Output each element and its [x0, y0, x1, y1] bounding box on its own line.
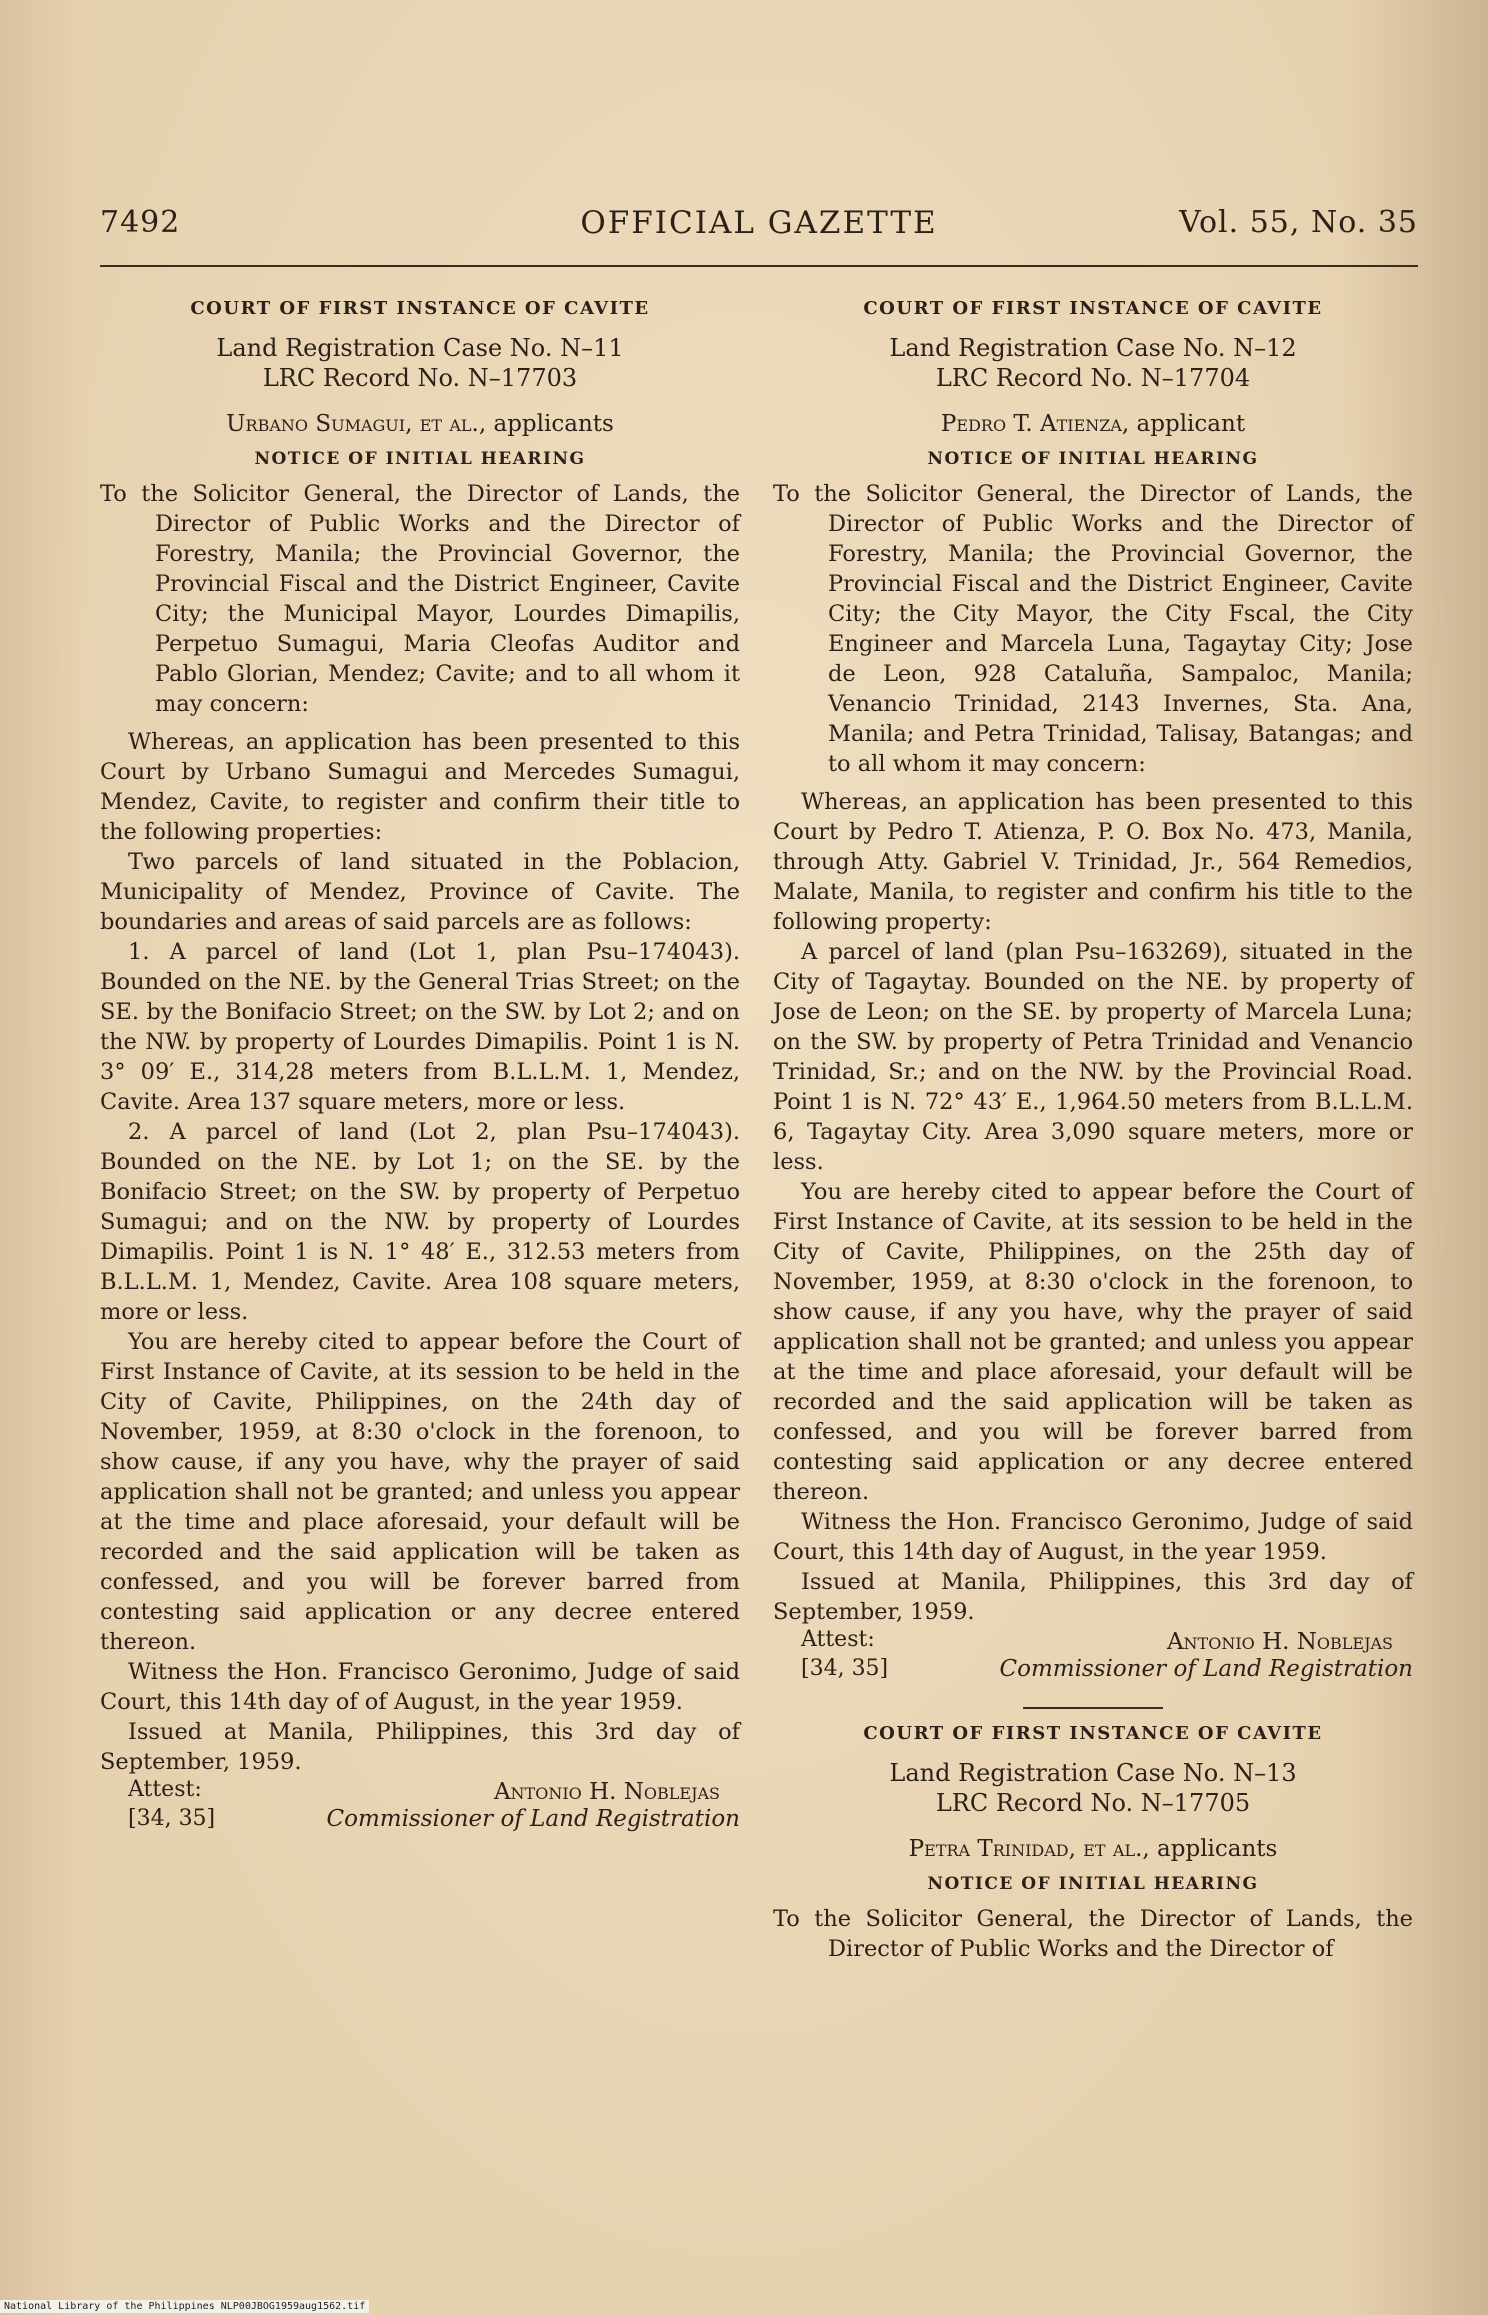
court-heading: COURT OF FIRST INSTANCE OF CAVITE [863, 298, 1323, 319]
parties [773, 1836, 1413, 1862]
record-number: LRC Record No. N–17704 [935, 364, 1251, 392]
signer-name: Antonio H. Noblejas [1166, 1629, 1393, 1655]
applicant-names: Urbano Sumagui, et al., [226, 411, 487, 437]
notice-title: NOTICE OF INITIAL HEARING [927, 1874, 1259, 1894]
publication-title: OFFICIAL GAZETTE [580, 205, 938, 241]
right-column [773, 292, 1413, 1972]
addressees: To the Solicitor General, the Director of Lands, the Director of Public Works and the Director of [773, 1906, 1413, 1962]
parties [100, 411, 740, 437]
paragraph: 2. A parcel of land (Lot 2, plan Psu–174043). Bounded on the NE. by Lot 1; on the SE. by the Bonifacio Street; on the SW. by property of Perpetuo Sumagui; and on the NW. by property of Lourdes Dimapilis. Point 1 is N. 1° 48′ E., 312.53 meters from B.L.L.M. 1, Mendez, Cavite. Area 108 square meters, more or less. [100, 1119, 740, 1325]
attest-label: Attest: [128, 1777, 202, 1802]
issue-reference: [34, 35] [801, 1656, 889, 1681]
paragraph: Witness the Hon. Francisco Geronimo, Judge of said Court, this 14th day of August, in the year 1959. [773, 1509, 1413, 1565]
paragraph: Issued at Manila, Philippines, this 3rd day of September, 1959. [100, 1719, 740, 1775]
parties [773, 411, 1413, 437]
left-column [100, 292, 740, 1835]
addressees: To the Solicitor General, the Director of Lands, the Director of Public Works and the Director of Forestry, Manila; the Provincial Governor, the Provincial Fiscal and the District Engineer, Cavite City; the City Mayor, the City Fscal, the City Engineer and Marcela Luna, Tagaytay City; Jose de Leon, 928 Cataluña, Sampaloc, Manila; Venancio Trinidad, 2143 Invernes, Sta. Ana, Manila; and Petra Trinidad, Talisay, Batangas; and to all whom it may concern: [773, 481, 1413, 777]
case-number: Land Registration Case No. N–13 [889, 1759, 1297, 1787]
header-rule [100, 265, 1418, 267]
court-heading: COURT OF FIRST INSTANCE OF CAVITE [863, 1723, 1323, 1744]
signer-title: Commissioner of Land Registration [999, 1656, 1413, 1682]
paragraph: Issued at Manila, Philippines, this 3rd day of September, 1959. [773, 1569, 1413, 1625]
notice-title: NOTICE OF INITIAL HEARING [254, 449, 586, 469]
page-number: 7492 [100, 205, 181, 240]
paragraph: You are hereby cited to appear before the Court of First Instance of Cavite, at its session to be held in the City of Cavite, Philippines, on the 25th day of November, 1959, at 8:30 o'clock in the forenoon, to show cause, if any you have, why the prayer of said application shall not be granted; and unless you appear at the time and place aforesaid, your default will be recorded and the said application will be taken as confessed, and you will be forever barred from contesting said application or any decree entered thereon. [773, 1179, 1413, 1505]
record-number: LRC Record No. N–17705 [935, 1789, 1251, 1817]
applicant-role: applicants [493, 411, 614, 437]
paragraph: You are hereby cited to appear before the Court of First Instance of Cavite, at its session to be held in the City of Cavite, Philippines, on the 24th day of November, 1959, at 8:30 o'clock in the forenoon, to show cause, if any you have, why the prayer of said application shall not be granted; and unless you appear at the time and place aforesaid, your default will be recorded and the said application will be taken as confessed, and you will be forever barred from contesting said application or any decree entered thereon. [100, 1329, 740, 1655]
applicant-role: applicant [1136, 411, 1246, 437]
signature-block [100, 1777, 740, 1835]
scan-credit: National Library of the Philippines NLP00JBOG1959aug1562.tif [0, 2300, 369, 2313]
paragraph: 1. A parcel of land (Lot 1, plan Psu–174043). Bounded on the NE. by the General Trias Street; on the SE. by the Bonifacio Street; on the SW. by Lot 2; and on the NW. by property of Lourdes Dimapilis. Point 1 is N. 3° 09′ E., 314,28 meters from B.L.L.M. 1, Mendez, Cavite. Area 137 square meters, more or less. [100, 939, 740, 1115]
signer-title: Commissioner of Land Registration [326, 1806, 740, 1832]
addressees: To the Solicitor General, the Director of Lands, the Director of Public Works and the Director of Forestry, Manila; the Provincial Governor, the Provincial Fiscal and the District Engineer, Cavite City; the Municipal Mayor, Lourdes Dimapilis, Perpetuo Sumagui, Maria Cleofas Auditor and Pablo Glorian, Mendez; Cavite; and to all whom it may concern: [100, 481, 740, 717]
applicant-names: Petra Trinidad, et al., [908, 1836, 1150, 1862]
attest-label: Attest: [801, 1627, 875, 1652]
issue-reference: [34, 35] [128, 1806, 216, 1831]
case-number: Land Registration Case No. N–12 [889, 334, 1297, 362]
page-header [100, 205, 1418, 255]
paragraph: Two parcels of land situated in the Poblacion, Municipality of Mendez, Province of Cavite. The boundaries and areas of said parcels are as follows: [100, 849, 740, 935]
paragraph: Whereas, an application has been presented to this Court by Urbano Sumagui and Mercedes Sumagui, Mendez, Cavite, to register and confirm their title to the following properties: [100, 729, 740, 845]
applicant-names: Pedro T. Atienza, [940, 411, 1130, 437]
signer-name: Antonio H. Noblejas [493, 1779, 720, 1805]
applicant-role: applicants [1157, 1836, 1278, 1862]
section-divider [1023, 1707, 1163, 1709]
paragraph: A parcel of land (plan Psu–163269), situated in the City of Tagaytay. Bounded on the NE. by property of Jose de Leon; on the SE. by property of Marcela Luna; on the SW. by property of Petra Trinidad and Venancio Trinidad, Sr.; and on the NW. by the Provincial Road. Point 1 is N. 72° 43′ E., 1,964.50 meters from B.L.L.M. 6, Tagaytay City. Area 3,090 square meters, more or less. [773, 939, 1413, 1175]
court-heading: COURT OF FIRST INSTANCE OF CAVITE [190, 298, 650, 319]
paragraph: Witness the Hon. Francisco Geronimo, Judge of said Court, this 14th day of of August, in the year 1959. [100, 1659, 740, 1715]
case-number: Land Registration Case No. N–11 [216, 334, 624, 362]
signature-block [773, 1627, 1413, 1685]
notice-title: NOTICE OF INITIAL HEARING [927, 449, 1259, 469]
record-number: LRC Record No. N–17703 [262, 364, 578, 392]
paragraph: Whereas, an application has been presented to this Court by Pedro T. Atienza, P. O. Box No. 473, Manila, through Atty. Gabriel V. Trinidad, Jr., 564 Remedios, Malate, Manila, to register and confirm his title to the following property: [773, 789, 1413, 935]
volume-number: Vol. 55, No. 35 [1179, 205, 1418, 240]
